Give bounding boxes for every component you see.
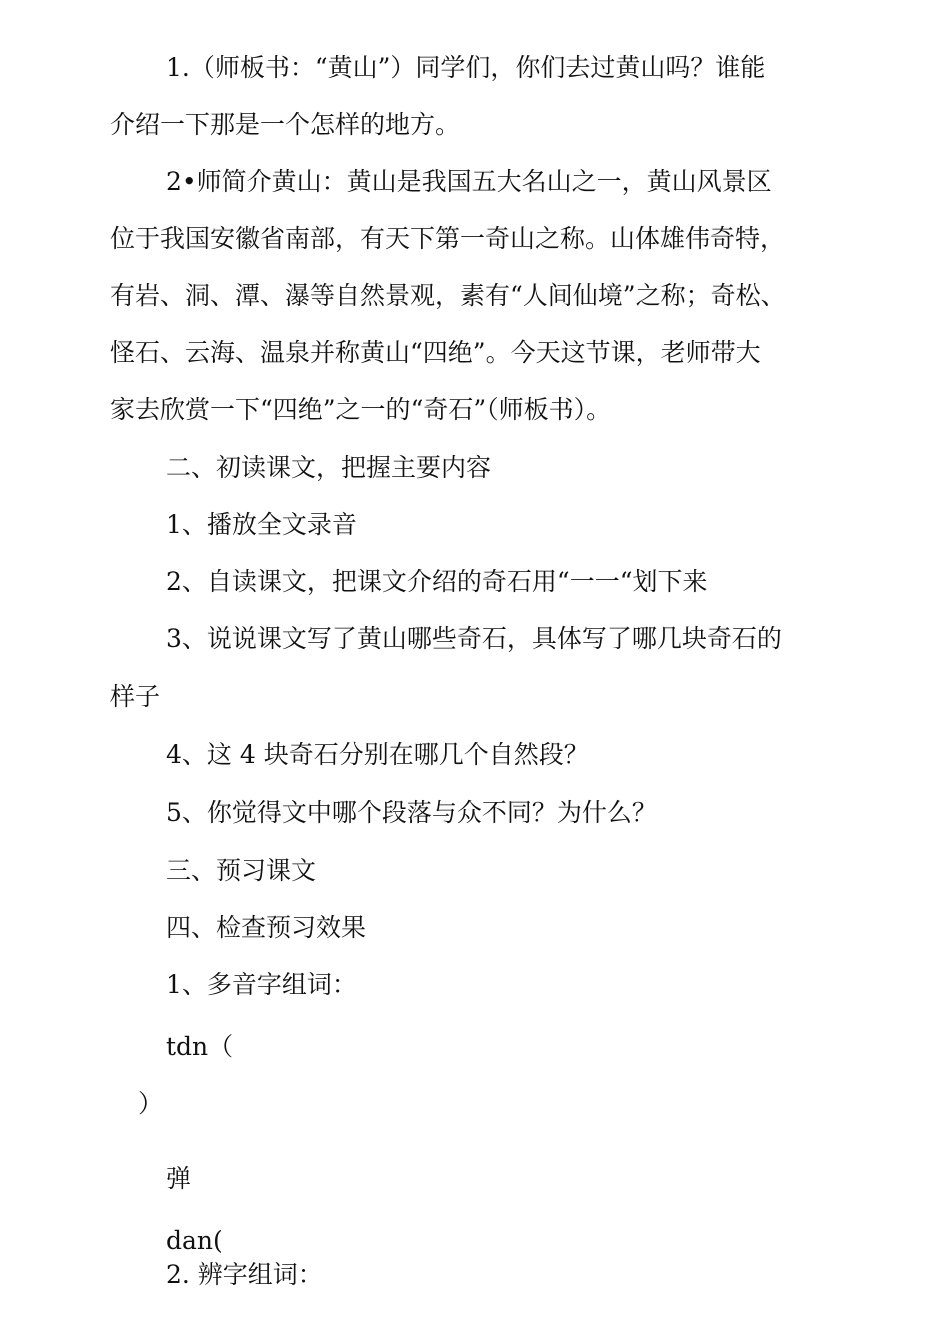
section2-item: 2、自读课文，把课文介绍的奇石用“一一“划下来: [166, 567, 708, 596]
section2-item: 5、你觉得文中哪个段落与众不同？为什么？: [166, 798, 657, 827]
section2-heading: 二、初读课文，把握主要内容: [166, 453, 492, 482]
intro-item2-line3: 有岩、洞、潭、瀑等自然景观，素有“人间仙境”之称；奇松、: [110, 281, 786, 310]
section2-item: 4、这 4 块奇石分别在哪几个自然段？: [166, 740, 589, 769]
polyphone-item: 1、多音字组词：: [166, 970, 357, 999]
intro-item2-line1: 2•师简介黄山：黄山是我国五大名山之一，黄山风景区: [166, 167, 772, 196]
intro-item1-line1: 1.（师板书：“黄山”）同学们，你们去过黄山吗？谁能: [166, 53, 766, 82]
section3-heading: 三、预习课文: [166, 856, 317, 885]
pinyin-blank-1: tdn（: [166, 1032, 234, 1061]
pinyin-blank-2: dan(: [166, 1226, 223, 1255]
intro-item2-line5: 家去欣赏一下“四绝”之一的“奇石”（师板书）。: [110, 395, 612, 424]
section2-item: 1、播放全文录音: [166, 510, 357, 539]
intro-item2-line2: 位于我国安徽省南部，有天下第一奇山之称。山体雄伟奇特，: [110, 224, 786, 253]
section4-heading: 四、检查预习效果: [166, 913, 367, 942]
char-distinguish-item: 2. 辨字组词：: [166, 1260, 323, 1289]
section2-item: 3、说说课文写了黄山哪些奇石，具体写了哪几块奇石的: [166, 624, 782, 653]
intro-item1-line2: 介绍一下那是一个怎样的地方。: [110, 110, 461, 139]
polyphone-char: 弹: [166, 1164, 192, 1193]
closing-paren: ）: [138, 1089, 164, 1118]
intro-item2-line4: 怪石、云海、温泉并称黄山“四绝”。今天这节课，老师带大: [110, 338, 761, 367]
section2-item-continuation: 样子: [110, 682, 161, 711]
